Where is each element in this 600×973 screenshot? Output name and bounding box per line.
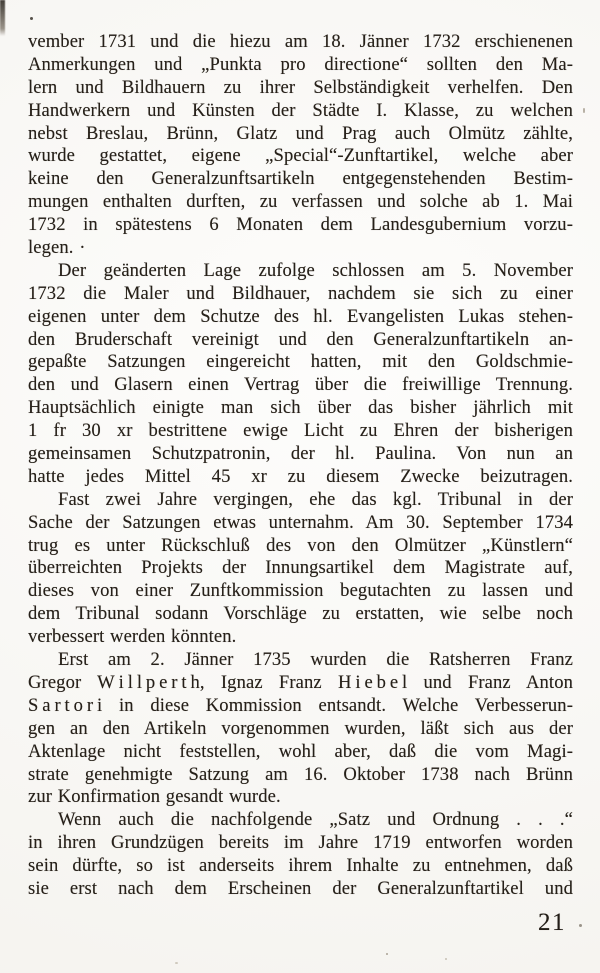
text-line: legen. · [28,237,86,259]
text-line: mungen enthalten durften, zu verfassen und solche ab 1. Mai [28,191,573,213]
page-text [28,31,573,901]
text-line: trug es unter Rückschluß des von den Olmützer „Künstlern“ [28,534,573,556]
text-line: den Bruderschaft vereinigt und den Generalzunftartikeln an- [28,328,573,350]
text-line: lern und Bildhauern zu ihrer Selbständigkeit verhelfen. Den [28,76,573,98]
text-line: Wenn auch die nachfolgende „Satz und Ordnung . . .“ [58,809,573,831]
text-line: wurde gestattet, eigene „Special“-Zunftartikel, welche aber [28,145,573,167]
scan-speck [175,962,178,964]
text-line: eigenen unter dem Schutze des hl. Evangelisten Lukas stehen- [28,305,573,327]
text-line: zur Konfirmation gesandt wurde. [28,786,281,808]
text-line: strate genehmigte Satzung am 16. Oktober 1738 nach Brünn [28,763,573,785]
text-line: gen an den Artikeln vorgenommen wurden, läßt sich aus der [28,717,573,739]
text-line: sie erst nach dem Erscheinen der Generalzunftartikel und [28,877,573,899]
text-line: Gregor W i l l p e r t h, Ignaz Franz H i e b e l und Franz Anton [28,671,573,693]
text-line: sein dürfte, so ist anderseits ihrem Inhalte zu entnehmen, daß [28,855,573,877]
text-line: Anmerkungen und „Punkta pro directione“ sollten den Ma- [28,53,573,75]
text-line: Erst am 2. Jänner 1735 wurden die Ratsherren Franz [58,649,573,671]
text-line: dieses von einer Zunftkommission begutachten zu lassen und [28,580,573,602]
text-line: nebst Breslau, Brünn, Glatz und Prag auch Olmütz zählte, [28,122,573,144]
scan-edge-mark [0,0,5,36]
text-line: 1 fr 30 xr bestrittene ewige Licht zu Ehren der bisherigen [28,420,573,442]
text-line: Sache der Satzungen etwas unternahm. Am 30. September 1734 [28,511,573,533]
text-line: in ihren Grundzügen bereits im Jahre 1719 entworfen worden [28,832,573,854]
text-line: 1732 in spätestens 6 Monaten dem Landesgubernium vorzu- [28,214,573,236]
page-number: 21 [538,909,566,936]
text-line: vember 1731 und die hiezu am 18. Jänner 1732 erschienenen [28,31,573,52]
text-line: gepaßte Satzungen eingereicht hatten, mit den Goldschmie- [28,351,573,373]
scan-speck [579,924,582,927]
text-line: verbessert werden könnten. [28,626,237,648]
text-line: Aktenlage nicht feststellen, wohl aber, daß die vom Magi- [28,740,573,762]
scan-speck [386,953,388,955]
scan-speck [445,958,447,960]
scan-speck [583,108,585,113]
text-line: 1732 die Maler und Bildhauer, nachdem sie sich zu einer [28,282,573,304]
text-line: hatte jedes Mittel 45 xr zu diesem Zwecke beizutragen. [28,465,573,487]
text-line: dem Tribunal sodann Vorschläge zu erstatten, wie selbe noch [28,603,573,625]
text-line: Der geänderten Lage zufolge schlossen am 5. November [58,259,573,281]
text-line: S a r t o r i in diese Kommission entsandt. Welche Verbesserun- [28,694,573,716]
text-line: Hauptsächlich einigte man sich über das bisher jährlich mit [28,397,573,419]
text-line: gemeinsamen Schutzpatronin, der hl. Paulina. Von nun an [28,443,573,465]
text-line: Fast zwei Jahre vergingen, ehe das kgl. Tribunal in der [58,488,573,510]
text-line: den und Glasern einen Vertrag über die freiwillige Trennung. [28,374,573,396]
text-line: Handwerkern und Künsten der Städte I. Klasse, zu welchen [28,99,573,121]
text-line: überreichten Projekts der Innungsartikel dem Magistrate auf, [28,557,573,579]
text-line: keine den Generalzunftsartikeln entgegenstehenden Bestim- [28,168,573,190]
scan-speck [30,17,33,20]
